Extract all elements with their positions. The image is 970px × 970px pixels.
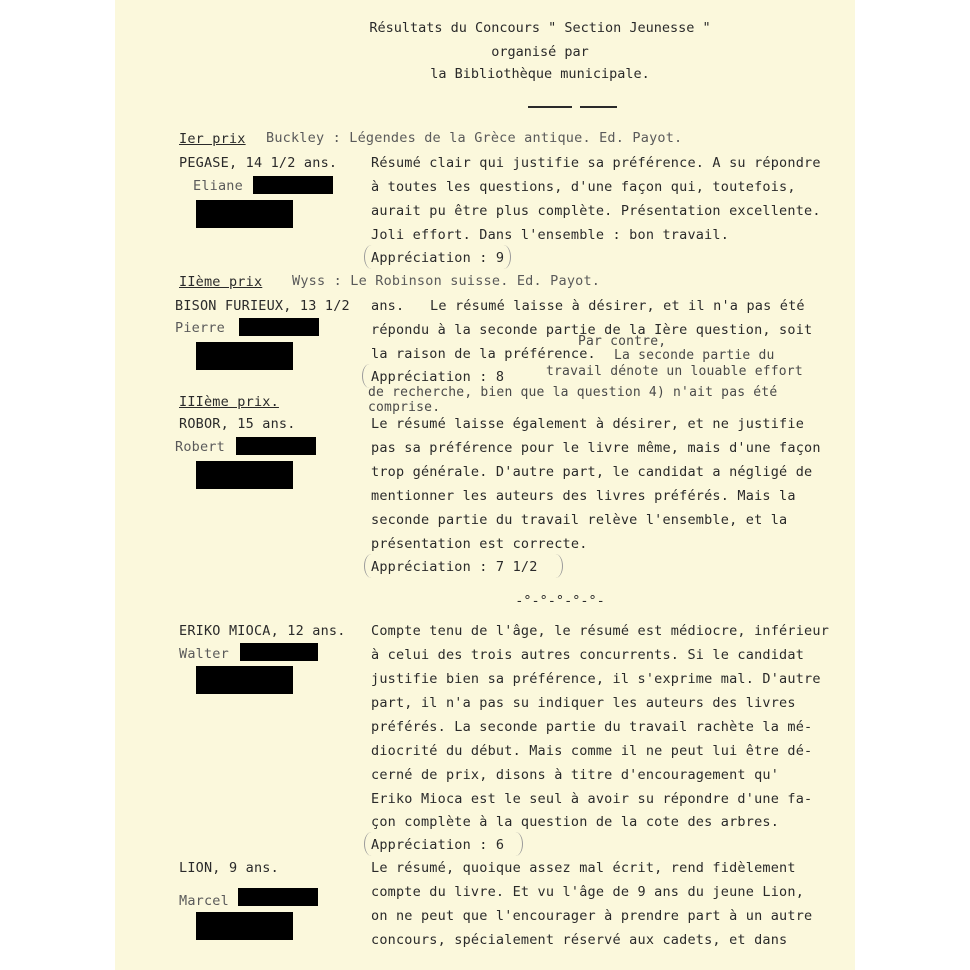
prize2-firstname: Pierre — [175, 320, 225, 336]
redaction-bar — [196, 461, 293, 489]
prize1-line: à toutes les questions, d'une façon qui, toutefois, — [371, 179, 796, 195]
entry5-line: Le résumé, quoique assez mal écrit, rend fidèlement — [371, 860, 796, 876]
entry5-line: compte du livre. Et vu l'âge de 9 ans du jeune Lion, — [371, 884, 805, 900]
entry5-line: concours, spécialement réservé aux cadets, et dans — [371, 932, 788, 948]
prize2-line: Le résumé laisse à désirer, et il n'a pas été — [430, 298, 805, 314]
prize3-rating: Appréciation : 7 1/2 — [371, 559, 538, 575]
prize3-line: seconde partie du travail relève l'ensemble, et la — [371, 512, 788, 528]
prize1-label: Ier prix — [179, 131, 246, 147]
prize2-book: Wyss : Le Robinson suisse. Ed. Payot. — [292, 273, 601, 289]
prize1-line: aurait pu être plus complète. Présentation excellente. — [371, 203, 821, 219]
header-title: Résultats du Concours " Section Jeunesse " — [369, 20, 711, 36]
pencil-bracket — [496, 245, 511, 269]
entry4-line: part, il n'a pas su indiquer les auteurs des livres — [371, 695, 796, 711]
redaction-bar — [240, 643, 318, 661]
prize2-line: la raison de la préférence. — [371, 346, 596, 362]
header-rule-left — [528, 106, 572, 108]
section-separator: -°-°-°-°-°- — [515, 593, 605, 609]
prize1-pseudonym: PEGASE, 14 1/2 ans. — [179, 155, 338, 171]
redaction-bar — [236, 437, 316, 455]
entry5-pseudonym: LION, 9 ans. — [179, 860, 279, 876]
prize3-line: Le résumé laisse également à désirer, et ne justifie — [371, 416, 805, 432]
prize3-firstname: Robert — [175, 439, 225, 455]
entry5-line: on ne peut que l'encourager à prendre part à un autre — [371, 908, 813, 924]
prize3-pseudonym: ROBOR, 15 ans. — [179, 416, 296, 432]
prize1-rating: Appréciation : 9 — [371, 250, 505, 266]
redaction-bar — [253, 176, 333, 194]
handwritten-insert: travail dénote un louable effort — [546, 364, 803, 379]
prize1-line: Joli effort. Dans l'ensemble : bon travail. — [371, 227, 730, 243]
entry4-line: à celui des trois autres concurrents. Si le candidat — [371, 647, 805, 663]
redaction-bar — [196, 200, 293, 228]
entry4-line: diocrité du début. Mais comme il ne peut lui être dé- — [371, 743, 813, 759]
entry4-line: justifie bien sa préférence, il s'exprime mal. D'autre — [371, 671, 821, 687]
prize2-line: répondu à la seconde partie de la Ière question, soit — [371, 322, 813, 338]
prize2-pseudonym: BISON FURIEUX, 13 1/2 — [175, 298, 350, 314]
handwritten-insert: de recherche, bien que la question 4) n'ait pas été — [368, 385, 778, 400]
redaction-bar — [196, 666, 293, 694]
entry4-rating: Appréciation : 6 — [371, 837, 505, 853]
entry4-pseudonym: ERIKO MIOCA, 12 ans. — [179, 623, 346, 639]
prize2-label: IIème prix — [179, 274, 263, 290]
entry4-line: Compte tenu de l'âge, le résumé est médiocre, inférieur — [371, 623, 830, 639]
prize3-line: trop générale. D'autre part, le candidat a négligé de — [371, 464, 813, 480]
prize2-rating: Appréciation : 8 — [371, 369, 505, 385]
prize2-pseudonym-tail: ans. — [371, 298, 405, 314]
entry5-firstname: Marcel — [179, 893, 229, 909]
handwritten-insert: Par contre, — [578, 334, 667, 349]
handwritten-insert: comprise. — [368, 400, 441, 415]
header-rule-right — [580, 106, 617, 108]
prize3-line: pas sa préférence pour le livre même, mais d'une façon — [371, 440, 821, 456]
pencil-bracket — [548, 554, 563, 578]
pencil-bracket — [508, 832, 523, 856]
header-subtitle: organisé par — [491, 44, 589, 60]
prize3-line: mentionner les auteurs des livres préférés. Mais la — [371, 488, 796, 504]
entry4-line: çon complète à la question de la cote des arbres. — [371, 814, 780, 830]
prize1-firstname: Eliane — [193, 178, 243, 194]
entry4-firstname: Walter — [179, 646, 229, 662]
entry4-line: Eriko Mioca est le seul à avoir su répondre d'une fa- — [371, 791, 813, 807]
redaction-bar — [196, 912, 293, 940]
entry4-line: préférés. La seconde partie du travail rachète la mé- — [371, 719, 813, 735]
prize3-label: IIIème prix. — [179, 394, 279, 410]
redaction-bar — [239, 318, 319, 336]
header-organizer: la Bibliothèque municipale. — [430, 66, 650, 82]
prize1-book: Buckley : Légendes de la Grèce antique. Ed. Payot. — [266, 130, 683, 146]
redaction-bar — [238, 888, 318, 906]
redaction-bar — [196, 342, 293, 370]
prize3-line: présentation est correcte. — [371, 536, 588, 552]
prize1-line: Résumé clair qui justifie sa préférence. A su répondre — [371, 155, 821, 171]
entry4-line: cerné de prix, disons à titre d'encouragement qu' — [371, 767, 780, 783]
handwritten-insert: La seconde partie du — [614, 348, 775, 363]
